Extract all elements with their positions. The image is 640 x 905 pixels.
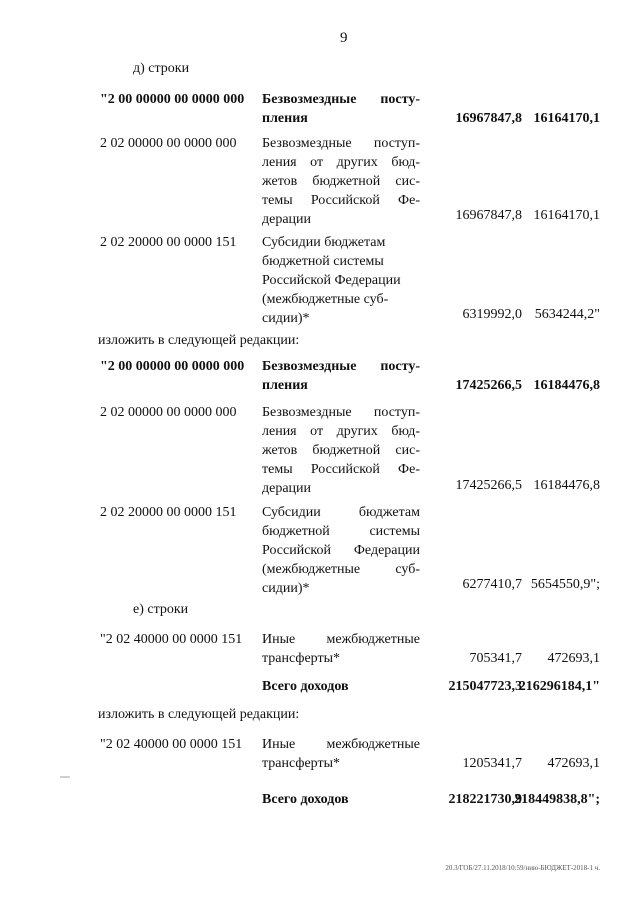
desc-line: Безвозмездные поступ- [262, 405, 420, 420]
desc-line: дерации [262, 481, 312, 496]
row-description [262, 90, 420, 128]
desc-line: бюджетной системы [262, 254, 384, 269]
desc-line: Безвозмездные посту- [262, 359, 420, 374]
desc-line: Российской Федерации [262, 543, 420, 558]
desc-line: трансферты* [262, 651, 341, 666]
row-code: "2 00 00000 00 0000 000 [100, 92, 245, 107]
desc-line: (межбюджетные суб- [262, 292, 389, 307]
total-value-col2: 218449838,8"; [514, 792, 600, 807]
section-e-header: е) строки [133, 602, 189, 617]
desc-line: сидии)* [262, 311, 310, 326]
value-col1: 16967847,8 [455, 208, 522, 223]
desc-line: ления от других бюд- [262, 155, 420, 170]
row-description [262, 630, 420, 668]
row-code: 2 02 00000 00 0000 000 [100, 405, 237, 420]
desc-line: трансферты* [262, 756, 341, 771]
total-value-col1: 215047723,3 [448, 679, 522, 694]
desc-line: Безвозмездные посту- [262, 92, 420, 107]
desc-line: Безвозмездные поступ- [262, 136, 420, 151]
desc-line: Субсидии бюджетам [262, 505, 420, 520]
value-col2: 5654550,9"; [530, 577, 600, 592]
row-description [262, 403, 420, 498]
row-code: 2 02 20000 00 0000 151 [100, 505, 237, 520]
value-col1: 16967847,8 [455, 111, 522, 126]
desc-line: Российской Федерации [262, 273, 401, 288]
row-code: "2 02 40000 00 0000 151 [100, 737, 243, 752]
value-col2: 16184476,8 [533, 478, 600, 493]
value-col2: 5634244,2" [534, 307, 600, 322]
value-col1: 6277410,7 [462, 577, 522, 592]
desc-line: сидии)* [262, 581, 310, 596]
value-col1: 6319992,0 [462, 307, 522, 322]
value-col2: 16164170,1 [533, 111, 600, 126]
section-d-header: д) строки [133, 61, 190, 76]
desc-line: Иные межбюджетные [262, 737, 420, 752]
replace-label: изложить в следующей редакции: [98, 707, 300, 722]
footer-stamp: 20.3/ГОБ/27.11.2018/10:59/нию-БЮДЖЕТ-2018-1 ч. [445, 864, 600, 872]
desc-line: пления [262, 378, 308, 393]
page-number: 9 [340, 30, 348, 46]
value-col2: 472693,1 [547, 756, 600, 771]
value-col2: 16164170,1 [533, 208, 600, 223]
value-col1: 17425266,5 [455, 378, 522, 393]
value-col2: 472693,1 [547, 651, 600, 666]
value-col1: 17425266,5 [455, 478, 522, 493]
row-description [262, 735, 420, 773]
row-description [262, 233, 420, 328]
desc-line: Иные межбюджетные [262, 632, 420, 647]
row-code: "2 00 00000 00 0000 000 [100, 359, 245, 374]
total-label: Всего доходов [262, 679, 349, 694]
desc-line: дерации [262, 212, 312, 227]
desc-line: темы Российской Фе- [262, 462, 420, 477]
desc-line: темы Российской Фе- [262, 193, 420, 208]
total-value-col2: 216296184,1" [518, 679, 600, 694]
row-description [262, 357, 420, 395]
row-code: 2 02 20000 00 0000 151 [100, 235, 237, 250]
row-description [262, 503, 420, 598]
desc-line: Субсидии бюджетам [262, 235, 386, 250]
desc-line: (межбюджетные суб- [262, 562, 420, 577]
value-col1: 1205341,7 [462, 756, 522, 771]
desc-line: пления [262, 111, 308, 126]
total-value-col1: 218221730,9 [448, 792, 522, 807]
desc-line: жетов бюджетной сис- [262, 443, 420, 458]
desc-line: жетов бюджетной сис- [262, 174, 420, 189]
row-description [262, 134, 420, 229]
desc-line: ления от других бюд- [262, 424, 420, 439]
value-col1: 705341,7 [469, 651, 522, 666]
desc-line: бюджетной системы [262, 524, 420, 539]
row-code: "2 02 40000 00 0000 151 [100, 632, 243, 647]
row-code: 2 02 00000 00 0000 000 [100, 136, 237, 151]
scan-artifact-mark [60, 776, 70, 778]
value-col2: 16184476,8 [533, 378, 600, 393]
replace-label: изложить в следующей редакции: [98, 333, 300, 348]
total-label: Всего доходов [262, 792, 349, 807]
